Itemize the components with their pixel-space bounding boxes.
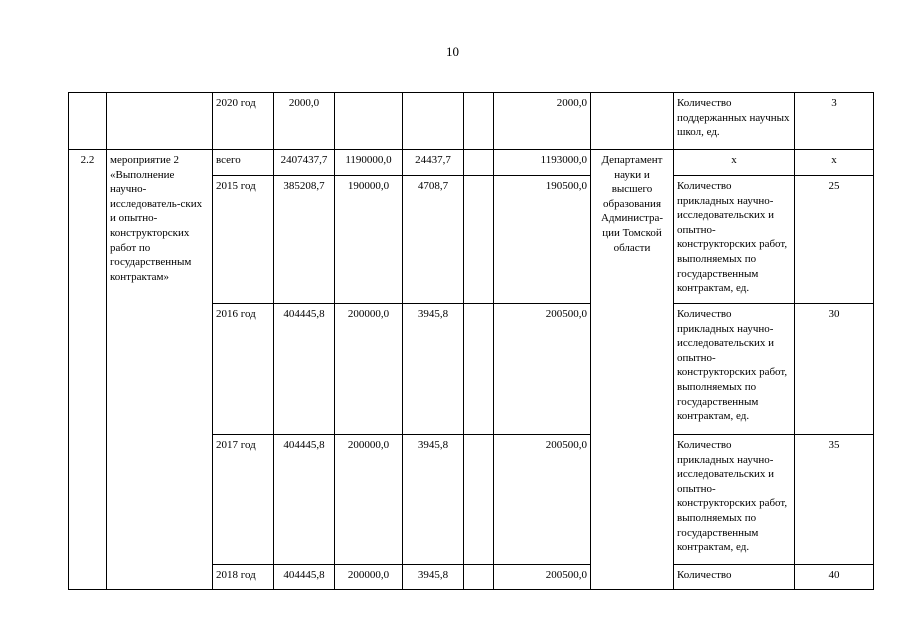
cell-total: 2000,0 [274, 93, 335, 150]
cell-year: 2015 год [213, 176, 274, 304]
cell-indicator-value: 40 [795, 565, 874, 590]
cell-number-empty [69, 93, 107, 150]
cell-measure-empty [107, 93, 213, 150]
cell-indicator-value: x [795, 150, 874, 176]
cell-year: 2020 год [213, 93, 274, 150]
cell-extra: 200500,0 [494, 565, 591, 590]
cell-regional: 3945,8 [403, 435, 464, 565]
cell-extra: 200500,0 [494, 304, 591, 435]
cell-year: 2016 год [213, 304, 274, 435]
cell-indicator-value: 3 [795, 93, 874, 150]
cell-extra: 2000,0 [494, 93, 591, 150]
cell-extra: 190500,0 [494, 176, 591, 304]
table-row-2020 [69, 93, 874, 150]
table-row-total [69, 150, 874, 176]
cell-indicator: Количество прикладных научно-исследовательских и опытно-конструкторских работ, выполняемых по государственным контрактам, ед. [674, 176, 795, 304]
cell-measure-title: мероприятие 2 «Выполнение научно-исследователь-ских и опытно-конструкторских работ по государственным контрактам» [107, 150, 213, 590]
cell-regional: 3945,8 [403, 565, 464, 590]
cell-indicator: Количество поддержанных научных школ, ед. [674, 93, 795, 150]
cell-extra: 1193000,0 [494, 150, 591, 176]
cell-federal: 200000,0 [335, 304, 403, 435]
cell-federal: 200000,0 [335, 435, 403, 565]
page-number: 10 [446, 44, 459, 59]
cell-local [464, 93, 494, 150]
cell-regional [403, 93, 464, 150]
cell-federal: 200000,0 [335, 565, 403, 590]
cell-indicator: x [674, 150, 795, 176]
cell-local [464, 435, 494, 565]
cell-indicator-value: 35 [795, 435, 874, 565]
cell-indicator: Количество [674, 565, 795, 590]
cell-year: 2017 год [213, 435, 274, 565]
cell-year: 2018 год [213, 565, 274, 590]
cell-total: 404445,8 [274, 565, 335, 590]
cell-federal: 1190000,0 [335, 150, 403, 176]
cell-indicator-value: 25 [795, 176, 874, 304]
cell-federal: 190000,0 [335, 176, 403, 304]
cell-extra: 200500,0 [494, 435, 591, 565]
cell-local [464, 176, 494, 304]
cell-total: 385208,7 [274, 176, 335, 304]
cell-total: 404445,8 [274, 304, 335, 435]
program-table [68, 92, 874, 590]
cell-year: всего [213, 150, 274, 176]
cell-measure-number: 2.2 [69, 150, 107, 590]
cell-federal [335, 93, 403, 150]
cell-regional: 4708,7 [403, 176, 464, 304]
cell-indicator: Количество прикладных научно-исследовательских и опытно-конструкторских работ, выполняемых по государственным контрактам, ед. [674, 435, 795, 565]
cell-regional: 3945,8 [403, 304, 464, 435]
cell-local [464, 304, 494, 435]
cell-total: 404445,8 [274, 435, 335, 565]
cell-executor: Департамент науки и высшего образования Администра-ции Томской области [591, 150, 674, 590]
cell-local [464, 565, 494, 590]
cell-local [464, 150, 494, 176]
cell-regional: 24437,7 [403, 150, 464, 176]
cell-indicator-value: 30 [795, 304, 874, 435]
cell-executor-empty [591, 93, 674, 150]
cell-indicator: Количество прикладных научно-исследовательских и опытно-конструкторских работ, выполняемых по государственным контрактам, ед. [674, 304, 795, 435]
cell-total: 2407437,7 [274, 150, 335, 176]
